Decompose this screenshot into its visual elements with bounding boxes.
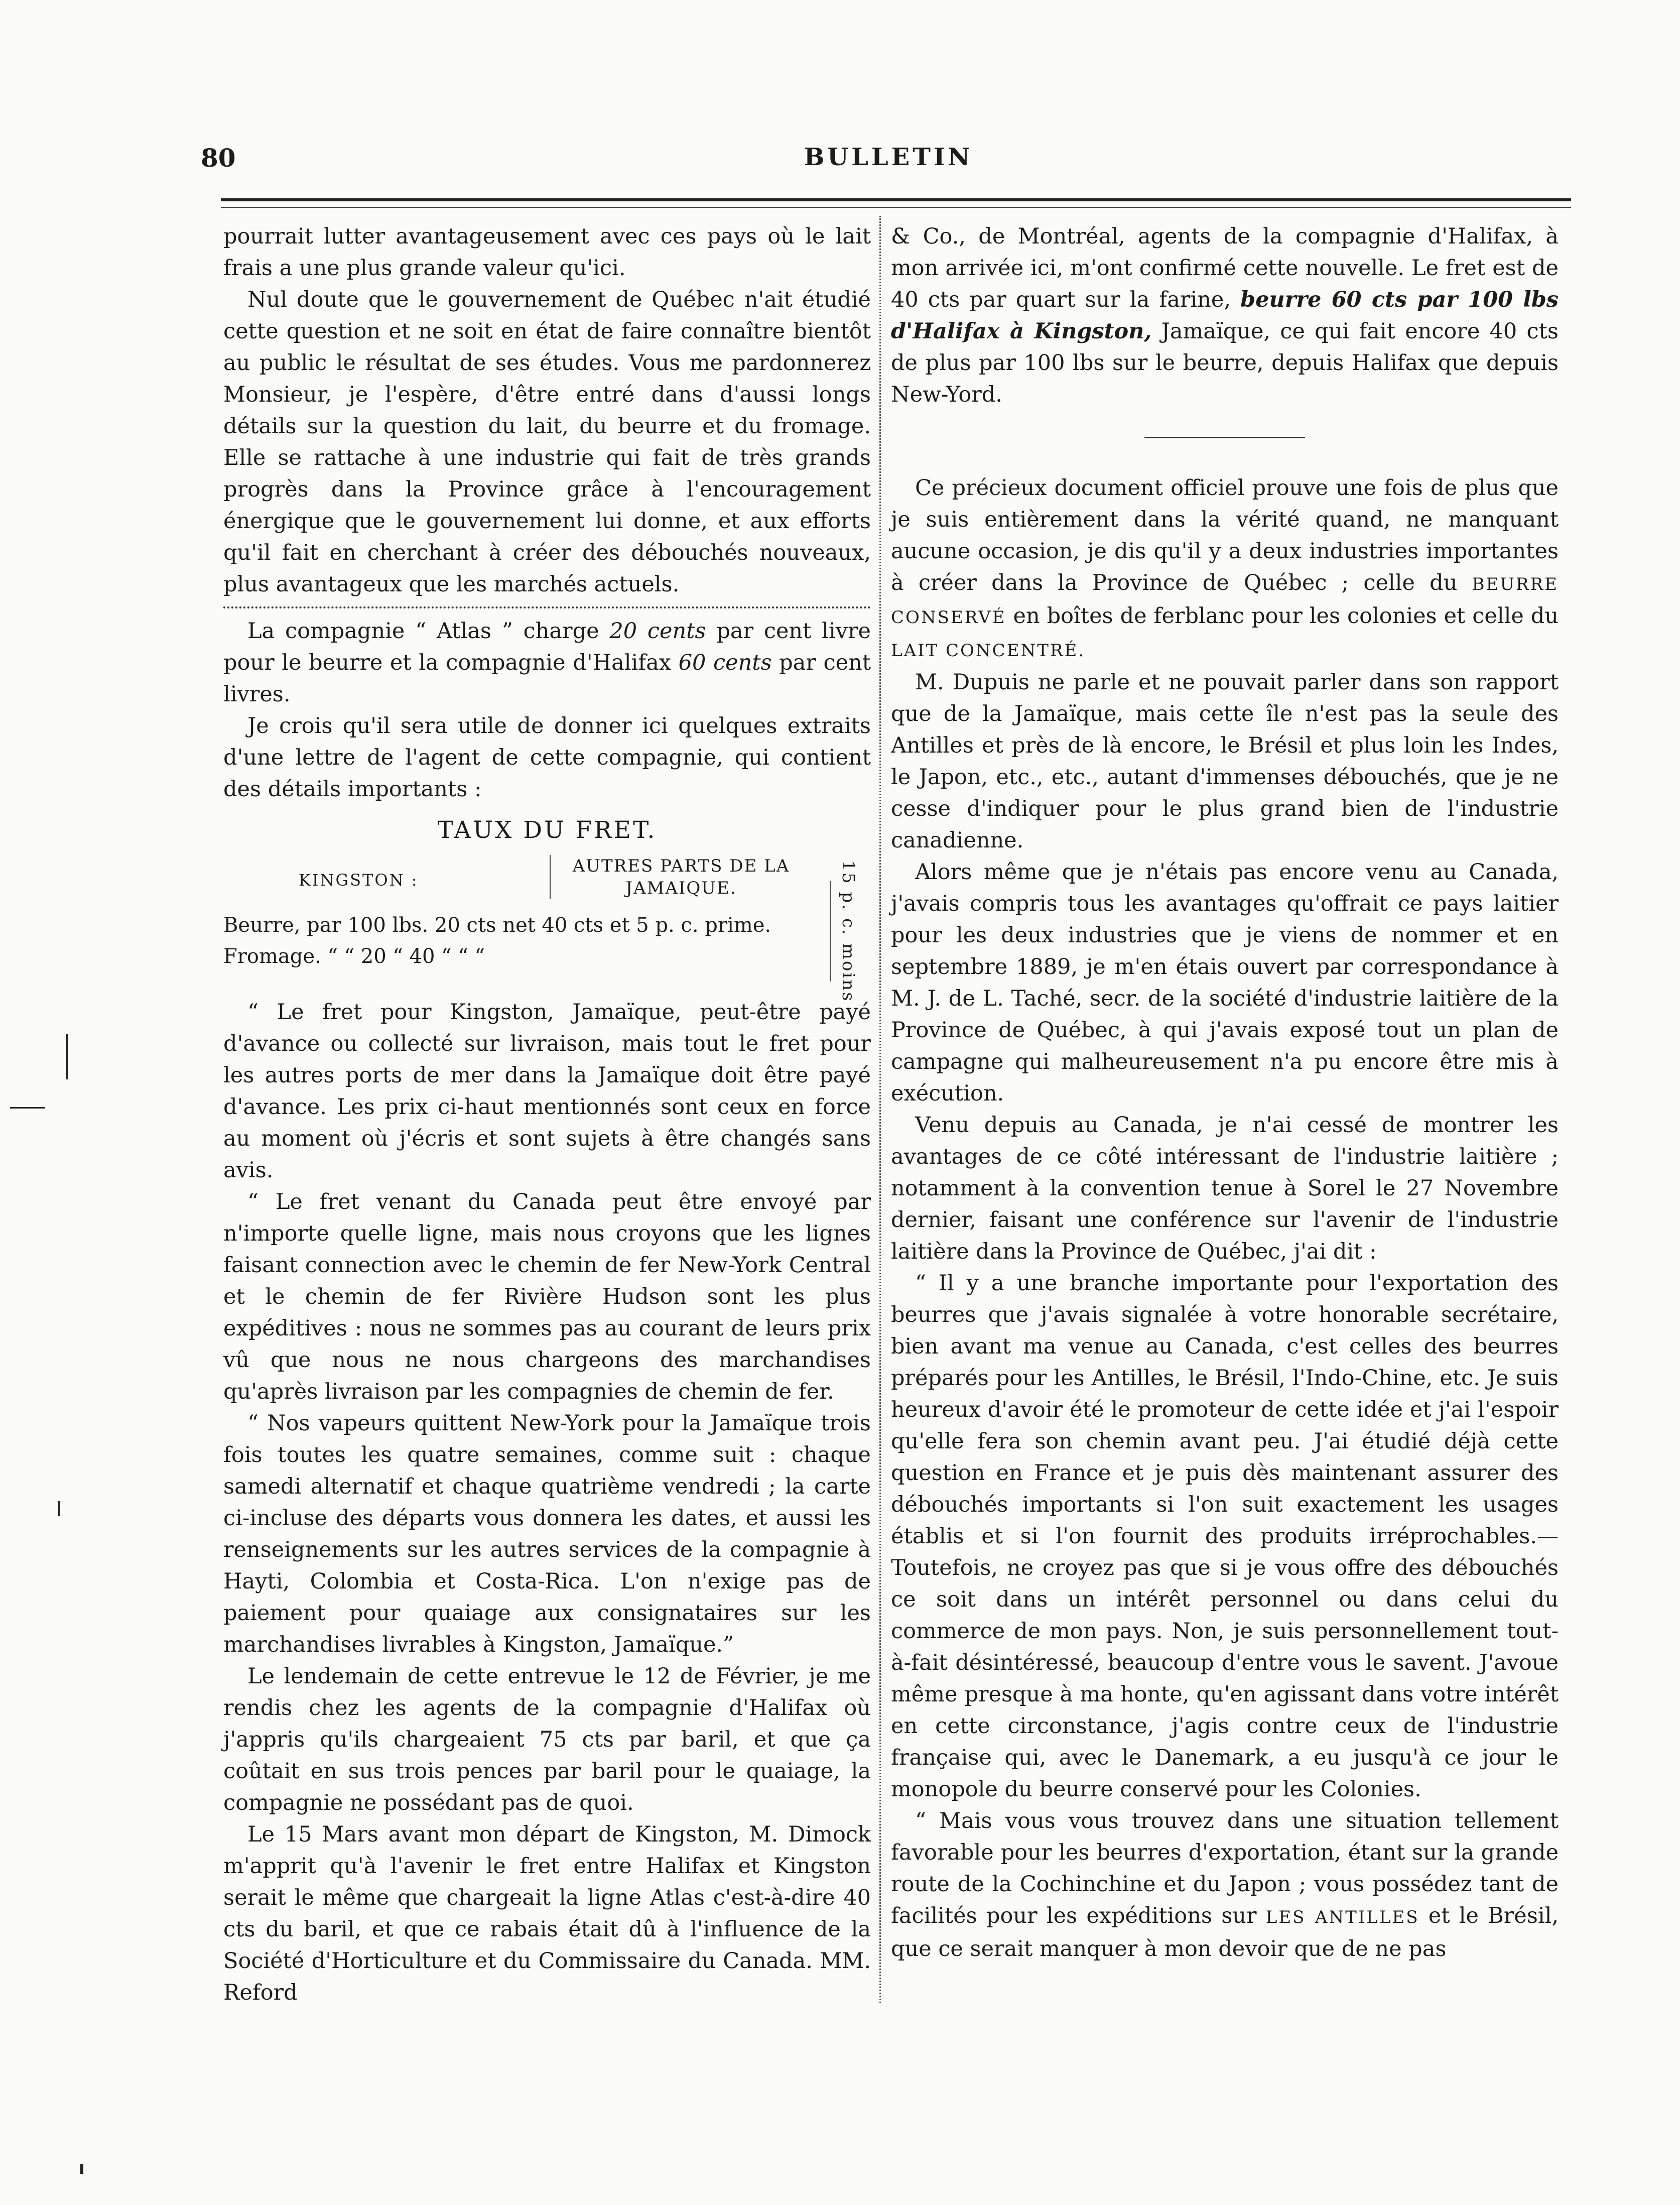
paragraph: Alors même que je n'étais pas encore venu au Canada, j'avais compris tous les avantages qu'offrait ce pays laitier pour les deux industries que je viens de nommer et en septembre 1889, je m'en étais ouvert par correspondance à M. J. de L. Taché, secr. de la société d'industrie laitière de la Province de Québec, à qui j'avais exposé tout un plan de campagne qui malheureusement n'a pu encore être mis à exécution. [891, 860, 1559, 1106]
table-header-kingston: KINGSTON : [299, 871, 419, 890]
header-rule [221, 198, 1571, 201]
right-column [891, 221, 1559, 1965]
page-header [201, 143, 1576, 188]
paragraph: Je crois qu'il sera utile de donner ici quelques extraits d'une lettre de l'agent de cette compagnie, qui contient des détails importants : [223, 713, 871, 802]
section-rule [1144, 437, 1305, 438]
table-header-other-ports: AUTRES PARTS DE LA JAMAIQUE. [550, 855, 812, 899]
paragraph: pourrait lutter avantageusement avec ces pays où le lait frais a une plus grande valeur qu'ici. [223, 224, 871, 281]
column-divider [879, 216, 881, 2003]
paragraph: Le 15 Mars avant mon départ de Kingston, M. Dimock m'apprit qu'à l'avenir le fret entre Halifax et Kingston serait le même que chargeait la ligne Atlas c'est-à-dire 40 cts du baril, et que ce rabais était dû à l'influence de la Société d'Horticulture et du Commissaire du Canada. MM. Reford [223, 1822, 871, 2005]
table-side-note: 15 p. c. moins [830, 881, 866, 982]
quotation: “ Il y a une branche importante pour l'exportation des beurres que j'avais signalée à votre honorable secrétaire, bien avant ma venue au Canada, c'est celles des beurres préparés pour les Antilles, le Brésil, l'Indo-Chine, etc. Je suis heureux d'avoir été le promoteur de cette idée et j'ai l'espoir qu'elle fera son chemin avant peu. J'ai étudié déjà cette question en France et je puis dès maintenant assurer des débouchés importants si l'on suit exactement les usages établis et si l'on fournit des produits irréprochables.—Toutefois, ne croyez pas que si je vous offre des débouchés ce soit dans un intérêt personnel ou dans celui du commerce de mon pays. Non, je suis personnellement tout-à-fait désintéressé, beaucoup d'entre vous le savent. J'avoue même presque à ma honte, qu'en agissant dans votre intérêt en cette circonstance, j'agis contre ceux de l'industrie française qui, avec le Danemark, a eu jusqu'à ce jour le monopole du beurre conservé pour les Colonies. [891, 1271, 1559, 1802]
paragraph: M. Dupuis ne parle et ne pouvait parler dans son rapport que de la Jamaïque, mais cette île n'est pas la seule des Antilles et près de là encore, le Brésil et plus loin les Indes, le Japon, etc., etc., autant d'immenses débouchés, que je ne cesse d'indiquer pour le plus grand bien de l'industrie canadienne. [891, 670, 1559, 853]
left-column [223, 221, 871, 2009]
table-title: TAUX DU FRET. [437, 816, 657, 844]
scan-mark [10, 1107, 45, 1109]
paragraph: Ce précieux document officiel prouve une fois de plus que je suis entièrement dans la vérité quand, ne manquant aucune occasion, je dis qu'il y a deux industries importantes à créer dans la Province de Québec ; celle du BEURRE CONSERVÉ en boîtes de ferblanc pour les colonies et celle du LAIT CONCENTRÉ. [891, 475, 1559, 661]
scan-mark [58, 1501, 60, 1516]
paragraph: La compagnie “ Atlas ” charge 20 cents par cent livre pour le beurre et la compagnie d'Halifax 60 cents par cent livres. [223, 619, 871, 707]
quotation: “ Mais vous vous trouvez dans une situation tellement favorable pour les beurres d'exportation, étant sur la grande route de la Cochinchine et du Japon ; vous possédez tant de facilités pour les expéditions sur LES ANTILLES et le Brésil, que ce serait manquer à mon devoir que de ne pas [891, 1808, 1559, 1962]
freight-rate-table [223, 851, 871, 1003]
quotation: “ Nos vapeurs quittent New-York pour la Jamaïque trois fois toutes les quatre semaines, comme suit : chaque samedi alternatif et chaque quatrième vendredi ; la carte ci-incluse des départs vous donnera les dates, et aussi les renseignements sur les autres services de la compagnie à Hayti, Colombia et Costa-Rica. L'on n'exige pas de paiement pour quaiage aux consignataires sur les marchandises livrables à Kingston, Jamaïque.” [223, 1411, 871, 1657]
header-rule-thin [221, 207, 1571, 208]
paragraph: Venu depuis au Canada, je n'ai cessé de montrer les avantages de ce côté intéressant de l'industrie laitière ; notamment à la convention tenue à Sorel le 27 Novembre dernier, faisant une conférence sur l'avenir de l'industrie laitière dans la Province de Québec, j'ai dit : [891, 1113, 1559, 1264]
paragraph: & Co., de Montréal, agents de la compagnie d'Halifax, à mon arrivée ici, m'ont confirmé cette nouvelle. Le fret est de 40 cts par quart sur la farine, beurre 60 cts par 100 lbs d'Halifax à Kingston, Jamaïque, ce qui fait encore 40 cts de plus par 100 lbs sur le beurre, depuis Halifax que depuis New-Yord. [891, 224, 1559, 407]
running-title: BULLETIN [804, 143, 973, 171]
quotation: “ Le fret pour Kingston, Jamaïque, peut-être payé d'avance ou collecté sur livraison, mais tout le fret pour les autres ports de mer dans la Jamaïque doit être payé d'avance. Les prix ci-haut mentionnés sont ceux en force au moment où j'écris et sont sujets à être changés sans avis. [223, 1000, 871, 1183]
paragraph: Le lendemain de cette entrevue le 12 de Février, je me rendis chez les agents de la compagnie d'Halifax où j'appris qu'ils chargeaient 75 cts par baril, et que ça coûtait en sus trois pences par baril pour le quaiage, la compagnie ne possédant pas de quoi. [223, 1664, 871, 1815]
scan-mark [80, 2164, 83, 2174]
dotted-separator [223, 606, 871, 608]
scan-mark [66, 1034, 68, 1079]
quotation: “ Le fret venant du Canada peut être envoyé par n'importe quelle ligne, mais nous croyons que les lignes faisant connection avec le chemin de fer New-York Central et le chemin de fer Rivière Hudson sont les plus expéditives : nous ne sommes pas au courant de leurs prix vû que nous ne nous chargeons des marchandises qu'après livraison par les compagnies de chemin de fer. [223, 1189, 871, 1404]
table-row-butter: Beurre, par 100 lbs. 20 cts net 40 cts et 5 p. c. prime. [223, 914, 771, 937]
paragraph: Nul doute que le gouvernement de Québec n'ait étudié cette question et ne soit en état de faire connaître bientôt au public le résultat de ses études. Vous me pardonnerez Monsieur, je l'espère, d'être entré dans d'aussi longs détails sur la question du lait, du beurre et du fromage. Elle se rattache à une industrie qui fait de très grands progrès dans la Province grâce à l'encouragement énergique que le gouvernement lui donne, et aux efforts qu'il fait en cherchant à créer des débouchés nouveaux, plus avantageux que les marchés actuels. [223, 287, 871, 597]
table-row-cheese: Fromage. “ “ 20 “ 40 “ “ “ [223, 945, 485, 968]
page-number: 80 [201, 143, 236, 173]
